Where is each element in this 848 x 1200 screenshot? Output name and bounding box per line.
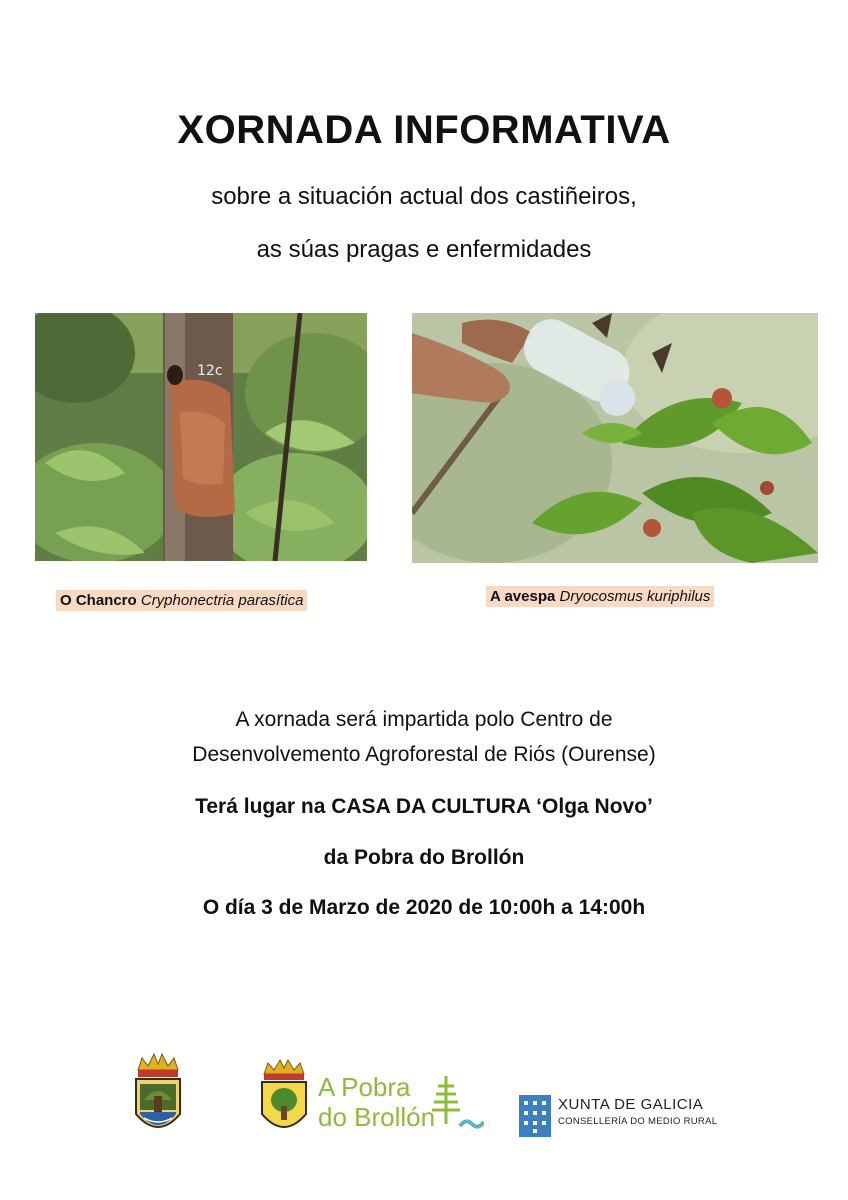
- xunta-subtitle: CONSELLERÍA DO MEDIO RURAL: [558, 1116, 718, 1127]
- subtitle-line-1: sobre a situación actual dos castiñeiros,: [211, 183, 637, 210]
- svg-text:12c: 12c: [197, 363, 223, 379]
- date-line: O día 3 de Marzo de 2020 de 10:00h a 14:00h: [202, 896, 646, 919]
- chancro-photo-image: [35, 313, 367, 561]
- xunta-flag-logo: [519, 1095, 551, 1137]
- subtitle-line-2: as súas pragas e enfermidades: [256, 236, 592, 263]
- avespa-caption-italic: Dryocosmus kuriphilus: [559, 588, 711, 605]
- pobra-tree-logo: [432, 1074, 484, 1136]
- pobra-wordmark-line-2: do Brollón: [318, 1102, 436, 1132]
- chancro-photo: [35, 313, 367, 561]
- tree-icon: [432, 1074, 484, 1136]
- chancro-caption: [56, 590, 307, 611]
- pobra-shield-icon: [258, 1058, 310, 1140]
- page-title: XORNADA INFORMATIVA: [177, 108, 671, 152]
- info-line-1: A xornada será impartida polo Centro de: [235, 708, 613, 731]
- avespa-caption-bold: A avespa: [490, 588, 556, 605]
- avespa-photo: [412, 313, 818, 563]
- avespa-photo-image: [412, 313, 818, 563]
- town-line: da Pobra do Brollón: [323, 846, 525, 869]
- coat-of-arms-logo: [130, 1052, 186, 1140]
- chancro-caption-bold: O Chancro: [60, 592, 137, 609]
- avespa-caption: [486, 586, 714, 607]
- info-line-2: Desenvolvemento Agroforestal de Riós (Ourense): [192, 743, 656, 766]
- chancro-caption-italic: Cryphonectria parasítica: [140, 592, 304, 609]
- pobra-shield-logo: [258, 1058, 310, 1140]
- xunta-title: XUNTA DE GALICIA: [558, 1096, 704, 1113]
- venue-line: Terá lugar na CASA DA CULTURA ‘Olga Novo’: [195, 795, 653, 818]
- pobra-wordmark: [318, 1072, 435, 1132]
- xunta-emblem-icon: [519, 1095, 551, 1137]
- xunta-wordmark: [558, 1096, 717, 1127]
- coat-of-arms-icon: [130, 1052, 186, 1140]
- pobra-wordmark-line-1: A Pobra: [318, 1072, 411, 1102]
